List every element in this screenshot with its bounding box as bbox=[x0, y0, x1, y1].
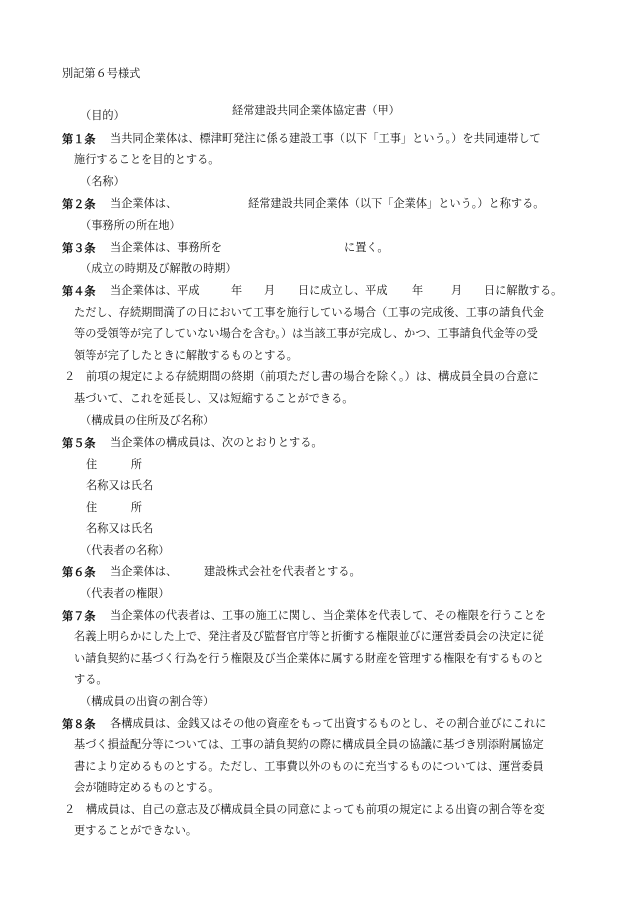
article-7-line: 名義上明らかにした上で、発注者及び監督官庁等と折衝する権限並びに運営委員会の決定に従 bbox=[74, 630, 544, 643]
article-1-line: 当共同企業体は、標津町発注に係る建設工事（以下「工事」という。）を共同連帯して bbox=[110, 132, 541, 145]
article-4-text: 当企業体は、平成 bbox=[110, 284, 200, 297]
member-name-label: 名称又は氏名 bbox=[86, 479, 154, 492]
article-5-caption: （構成員の住所及び名称） bbox=[80, 414, 215, 427]
article-3-number: 第３条 bbox=[62, 241, 96, 255]
article-3-text: に置く。 bbox=[344, 241, 389, 254]
article-7-caption: （代表者の権限） bbox=[80, 587, 170, 600]
article-8-paragraph-number: ２ bbox=[64, 803, 76, 816]
article-8-number: 第８条 bbox=[62, 717, 96, 731]
article-4-line: 基づいて、これを延長し、又は短縮することができる。 bbox=[74, 392, 354, 405]
article-5-text: 当企業体の構成員は、次のとおりとする。 bbox=[110, 436, 323, 449]
article-6-text: 当企業体は、 bbox=[110, 565, 178, 578]
article-4-paragraph-number: ２ bbox=[64, 370, 76, 383]
member-address-label: 住 所 bbox=[86, 458, 142, 471]
article-3-text: 当企業体は、事務所を bbox=[110, 241, 222, 254]
article-4-line: 前項の規定による存続期間の終期（前項ただし書の場合を除く。）は、構成員全員の合意に bbox=[86, 370, 539, 383]
member-address-label: 住 所 bbox=[86, 501, 142, 514]
article-8-line: 更することができない。 bbox=[74, 824, 198, 837]
member-name-label: 名称又は氏名 bbox=[86, 522, 154, 535]
article-7-line: 当企業体の代表者は、工事の施工に関し、当企業体を代表して、その権限を行うことを bbox=[110, 609, 547, 622]
article-2-number: 第２条 bbox=[62, 197, 96, 211]
article-2-text: 当企業体は、 bbox=[110, 197, 178, 210]
article-6-caption: （代表者の名称） bbox=[80, 544, 170, 557]
article-1-caption: （目的） bbox=[80, 109, 125, 122]
form-label: 別記第６号様式 bbox=[62, 67, 141, 80]
article-4-text: 月 bbox=[264, 284, 276, 297]
article-8-line: 構成員は、自己の意志及び構成員全員の同意によっても前項の規定による出資の割合等を変 bbox=[86, 803, 545, 816]
article-4-text: 日に成立し、平成 bbox=[298, 284, 388, 297]
article-6-number: 第６条 bbox=[62, 565, 96, 579]
article-8-caption: （構成員の出資の割合等） bbox=[80, 695, 215, 708]
article-4-line: 等の受領等が完了していない場合を含む。）は当該工事が完成し、かつ、工事請負代金等の受 bbox=[74, 327, 538, 340]
article-2-caption: （名称） bbox=[80, 175, 125, 188]
article-3-caption: （事務所の所在地） bbox=[80, 219, 181, 232]
article-4-caption: （成立の時期及び解散の時期） bbox=[80, 262, 237, 275]
document-title: 経常建設共同企業体協定書（甲） bbox=[232, 104, 400, 117]
article-4-text: 年 bbox=[231, 284, 243, 297]
article-4-text: 日に解散する。 bbox=[484, 284, 563, 297]
article-2-text: 経常建設共同企業体（以下「企業体」という。）と称する。 bbox=[248, 197, 545, 210]
article-4-text: 月 bbox=[451, 284, 463, 297]
article-7-line: する。 bbox=[74, 673, 108, 686]
article-4-number: 第４条 bbox=[62, 284, 96, 298]
article-8-line: 会が随時定めるものとする。 bbox=[74, 781, 220, 794]
article-8-line: 書により定めるものとする。ただし、工事費以外のものに充当するものについては、運営委員 bbox=[74, 760, 544, 773]
article-4-text: 年 bbox=[412, 284, 424, 297]
article-8-line: 各構成員は、金銭又はその他の資産をもって出資するものとし、その割合並びにこれに bbox=[110, 717, 547, 730]
article-8-line: 基づく損益配分等については、工事の請負契約の際に構成員全員の協議に基づき別添附属協定 bbox=[74, 738, 544, 751]
article-7-number: 第７条 bbox=[62, 609, 96, 623]
article-5-number: 第５条 bbox=[62, 436, 96, 450]
article-1-line: 施行することを目的とする。 bbox=[74, 153, 220, 166]
article-4-line: 領等が完了したときに解散するものとする。 bbox=[74, 349, 298, 362]
article-6-text: 建設株式会社を代表者とする。 bbox=[204, 565, 361, 578]
article-7-line: い請負契約に基づく行為を行う権限及び当企業体に属する財産を管理する権限を有するものと bbox=[74, 652, 544, 665]
article-1-number: 第１条 bbox=[62, 132, 96, 146]
article-4-line: ただし、存続期間満了の日において工事を施行している場合（工事の完成後、工事の請負代金 bbox=[74, 306, 544, 319]
